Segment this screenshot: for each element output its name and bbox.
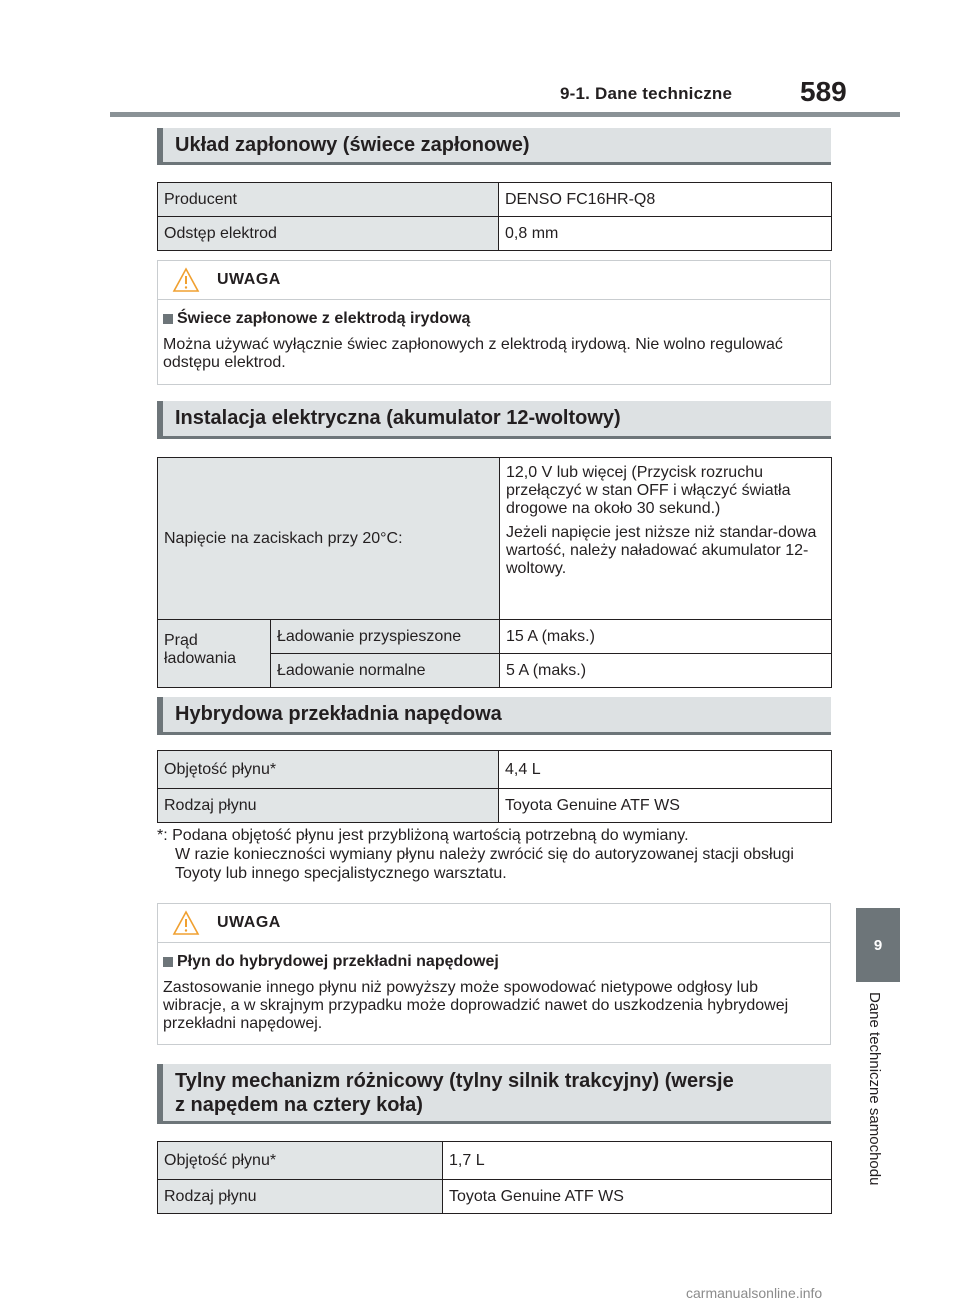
header-rule bbox=[110, 112, 900, 117]
caution-header bbox=[158, 904, 830, 943]
caution-box-spark-plugs bbox=[157, 260, 831, 385]
caution-label: UWAGA bbox=[217, 914, 281, 931]
current-label: Prąd ładowania bbox=[158, 620, 271, 688]
caution-text: Można używać wyłącznie świec zapłonowych z elektrodą irydową. Nie wolno regulować odstępu elektrod. bbox=[163, 336, 783, 371]
table-value: Toyota Genuine ATF WS bbox=[499, 789, 832, 823]
caution-label: UWAGA bbox=[217, 271, 281, 288]
warning-triangle-icon bbox=[172, 910, 200, 936]
voltage-label: Napięcie na zaciskach przy 20°C: bbox=[158, 458, 500, 620]
table-row bbox=[158, 217, 832, 251]
warning-triangle-icon bbox=[172, 267, 200, 293]
table-row bbox=[158, 751, 832, 789]
bullet-square-icon bbox=[163, 957, 173, 967]
table-label: Objętość płynu* bbox=[158, 751, 499, 789]
watermark: carmanualsonline.info bbox=[686, 1285, 823, 1301]
caution-subtitle-text: Świece zapłonowe z elektrodą irydową bbox=[177, 310, 471, 327]
table-row bbox=[158, 458, 832, 620]
section-heading-transaxle: Hybrydowa przekładnia napędowa bbox=[157, 697, 831, 735]
table-value: 15 A (maks.) bbox=[500, 620, 832, 654]
caution-subtitle-text: Płyn do hybrydowej przekładni napędowej bbox=[177, 953, 499, 970]
heading-line-2: z napędem na cztery koła) bbox=[175, 1093, 423, 1116]
voltage-value bbox=[500, 458, 832, 620]
section-heading-ignition: Układ zapłonowy (świece zapłonowe) bbox=[157, 128, 831, 165]
section-heading-rear-differential bbox=[157, 1064, 831, 1124]
caution-subtitle bbox=[163, 310, 830, 328]
table-label: Rodzaj płynu bbox=[158, 1180, 443, 1214]
section-header: 9-1. Dane techniczne bbox=[560, 84, 733, 103]
table-value: DENSO FC16HR-Q8 bbox=[499, 183, 832, 217]
table-label: Odstęp elektrod bbox=[158, 217, 499, 251]
table-value: 0,8 mm bbox=[499, 217, 832, 251]
heading-line-1: Tylny mechanizm różnicowy (tylny silnik trakcyjny) (wersje bbox=[175, 1069, 734, 1092]
table-value: Toyota Genuine ATF WS bbox=[443, 1180, 832, 1214]
table-value: 1,7 L bbox=[443, 1142, 832, 1180]
voltage-value-2: Jeżeli napięcie jest niższe niż standar-dowa wartość, należy naładować akumulator 12-woltowy. bbox=[506, 524, 817, 577]
chapter-label: Dane techniczne samochodu bbox=[866, 992, 883, 1186]
table-label: Ładowanie normalne bbox=[271, 654, 500, 688]
transaxle-table bbox=[157, 750, 832, 823]
table-row bbox=[158, 1180, 832, 1214]
section-heading-electrical: Instalacja elektryczna (akumulator 12-woltowy) bbox=[157, 401, 831, 439]
caution-box-transaxle-fluid bbox=[157, 903, 831, 1045]
footnote-line-1: *: Podana objętość płynu jest przybliżoną wartością potrzebną do wymiany. bbox=[157, 827, 689, 844]
rear-differential-table bbox=[157, 1141, 832, 1214]
table-label: Producent bbox=[158, 183, 499, 217]
page-number: 589 bbox=[800, 76, 847, 107]
caution-subtitle bbox=[163, 953, 830, 971]
table-value: 4,4 L bbox=[499, 751, 832, 789]
bullet-square-icon bbox=[163, 314, 173, 324]
chapter-number: 9 bbox=[873, 936, 883, 954]
table-value: 5 A (maks.) bbox=[500, 654, 832, 688]
chapter-tab bbox=[856, 908, 900, 982]
electrical-table bbox=[157, 457, 832, 688]
ignition-table bbox=[157, 182, 832, 251]
table-row bbox=[158, 620, 832, 654]
footnote bbox=[157, 826, 837, 883]
caution-text: Zastosowanie innego płynu niż powyższy może spowodować nietypowe odgłosy lub wibracje, a w skrajnym przypadku może doprowadzić nawet do uszkodzenia hybrydowej przekładni napędowej. bbox=[163, 979, 789, 1032]
voltage-value-1: 12,0 V lub więcej (Przycisk rozruchu przełączyć w stan OFF i włączyć światła drogowe na około 30 sekund.) bbox=[506, 464, 791, 517]
table-label: Objętość płynu* bbox=[158, 1142, 443, 1180]
table-row bbox=[158, 1142, 832, 1180]
table-row bbox=[158, 789, 832, 823]
footnote-line-2: W razie konieczności wymiany płynu należy zwrócić się do autoryzowanej stacji obsługi Toyoty lub innego specjalistycznego warsztatu. bbox=[175, 846, 794, 882]
table-label: Ładowanie przyspieszone bbox=[271, 620, 500, 654]
table-label: Rodzaj płynu bbox=[158, 789, 499, 823]
caution-header bbox=[158, 261, 830, 300]
chapter-label-vertical bbox=[866, 992, 890, 1227]
table-row bbox=[158, 183, 832, 217]
